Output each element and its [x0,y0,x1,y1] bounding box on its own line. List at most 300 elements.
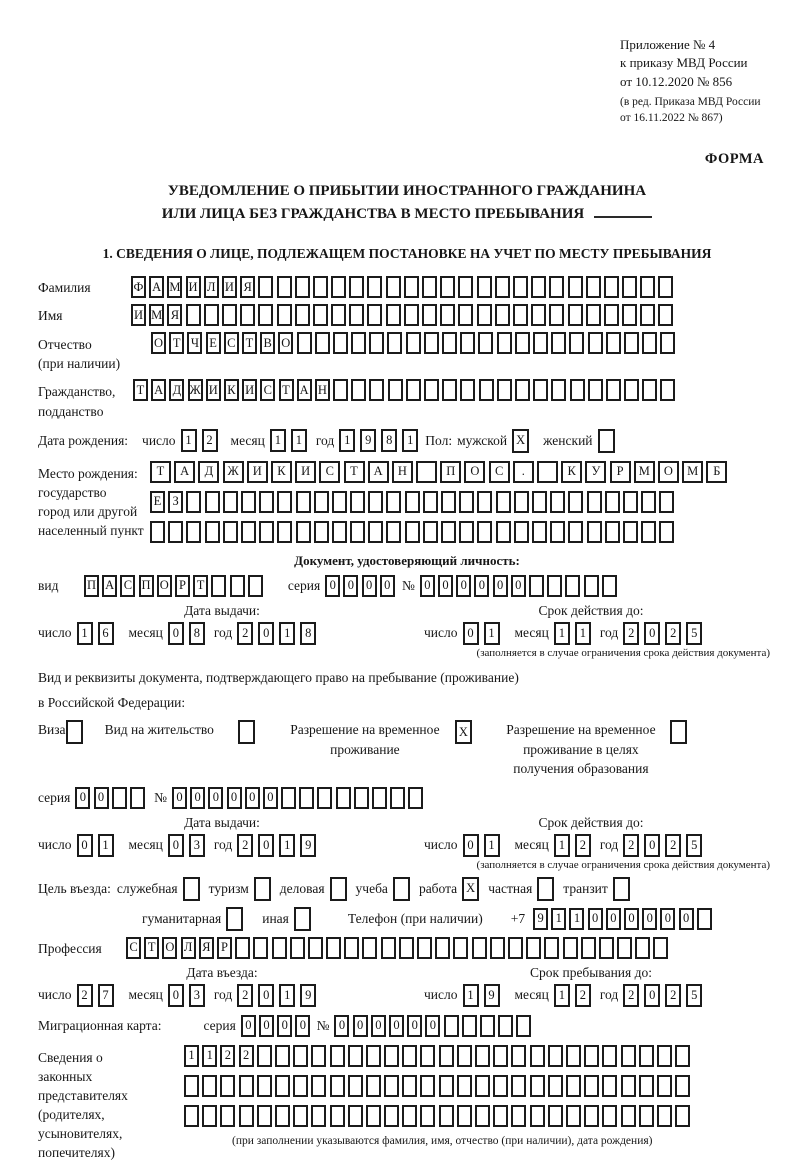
char-cell[interactable] [257,1075,272,1097]
char-cell[interactable] [513,304,528,326]
char-cell[interactable] [477,276,492,298]
char-cell[interactable] [223,491,238,513]
char-cell[interactable]: 0 [425,1015,440,1037]
char-cell[interactable] [511,1045,526,1067]
char-cell[interactable] [399,937,414,959]
char-cell[interactable] [477,304,492,326]
char-cell[interactable]: 0 [438,575,453,597]
char-cell[interactable] [537,461,558,483]
char-cell[interactable] [566,1045,581,1067]
char-cell[interactable]: 2 [220,1045,235,1067]
char-cell[interactable] [405,491,420,513]
char-cell[interactable]: 0 [343,575,358,597]
char-cell[interactable] [416,461,437,483]
char-cell[interactable] [670,720,687,744]
char-cell[interactable] [308,937,323,959]
char-cell[interactable]: 1 [202,1045,217,1067]
char-cell[interactable] [388,379,403,401]
char-cell[interactable] [516,1015,531,1037]
char-cell[interactable] [584,575,599,597]
char-cell[interactable] [621,1075,636,1097]
char-cell[interactable] [458,276,473,298]
char-cell[interactable] [550,521,565,543]
char-cell[interactable]: 0 [420,575,435,597]
char-cell[interactable]: З [168,491,183,513]
char-cell[interactable]: Д [169,379,184,401]
char-cell[interactable] [402,1045,417,1067]
char-cell[interactable] [384,1045,399,1067]
char-cell[interactable] [277,304,292,326]
char-cell[interactable] [299,787,314,809]
char-cell[interactable]: Л [204,276,219,298]
char-cell[interactable]: 1 [575,622,591,645]
char-cell[interactable] [186,304,201,326]
char-cell[interactable]: 1 [554,622,570,645]
char-cell[interactable] [551,379,566,401]
char-cell[interactable]: И [222,276,237,298]
char-cell[interactable] [598,429,615,453]
char-cell[interactable] [624,379,639,401]
char-cell[interactable]: С [224,332,239,354]
char-cell[interactable] [311,1045,326,1067]
char-cell[interactable]: X [455,720,472,744]
char-cell[interactable]: Ф [131,276,146,298]
char-cell[interactable] [277,276,292,298]
char-cell[interactable] [368,521,383,543]
char-cell[interactable] [366,1045,381,1067]
char-cell[interactable] [613,877,630,901]
char-cell[interactable]: 0 [624,908,639,930]
char-cell[interactable] [659,521,674,543]
char-cell[interactable] [530,1105,545,1127]
char-cell[interactable] [332,521,347,543]
char-cell[interactable] [530,1075,545,1097]
char-cell[interactable] [408,787,423,809]
char-cell[interactable]: 0 [208,787,223,809]
char-cell[interactable]: 0 [642,908,657,930]
char-cell[interactable] [439,1075,454,1097]
char-cell[interactable] [296,491,311,513]
char-cell[interactable] [479,379,494,401]
char-cell[interactable] [477,491,492,513]
char-cell[interactable] [130,787,145,809]
char-cell[interactable] [588,332,603,354]
char-cell[interactable] [570,379,585,401]
char-cell[interactable] [386,276,401,298]
char-cell[interactable] [275,1045,290,1067]
char-cell[interactable] [586,276,601,298]
char-cell[interactable] [420,1105,435,1127]
char-cell[interactable] [333,379,348,401]
char-cell[interactable]: 1 [569,908,584,930]
char-cell[interactable] [549,276,564,298]
char-cell[interactable] [331,304,346,326]
char-cell[interactable] [640,276,655,298]
char-cell[interactable]: 1 [184,1045,199,1067]
char-cell[interactable] [495,276,510,298]
char-cell[interactable] [511,1105,526,1127]
char-cell[interactable]: 0 [245,787,260,809]
char-cell[interactable] [277,491,292,513]
char-cell[interactable] [604,276,619,298]
char-cell[interactable] [675,1045,690,1067]
char-cell[interactable] [348,1105,363,1127]
char-cell[interactable] [604,304,619,326]
char-cell[interactable]: 1 [77,622,93,645]
char-cell[interactable] [657,1045,672,1067]
char-cell[interactable] [497,379,512,401]
char-cell[interactable]: О [157,575,172,597]
char-cell[interactable]: Н [392,461,413,483]
char-cell[interactable] [653,937,668,959]
char-cell[interactable]: 0 [463,622,479,645]
char-cell[interactable] [404,276,419,298]
char-cell[interactable]: О [464,461,485,483]
char-cell[interactable] [602,575,617,597]
char-cell[interactable] [235,937,250,959]
char-cell[interactable] [530,1045,545,1067]
char-cell[interactable] [369,332,384,354]
char-cell[interactable] [514,491,529,513]
char-cell[interactable] [186,521,201,543]
char-cell[interactable] [460,379,475,401]
char-cell[interactable]: 9 [300,834,316,857]
char-cell[interactable] [184,1075,199,1097]
char-cell[interactable]: 0 [190,787,205,809]
char-cell[interactable] [442,332,457,354]
char-cell[interactable] [362,937,377,959]
char-cell[interactable] [422,304,437,326]
char-cell[interactable] [457,1075,472,1097]
char-cell[interactable] [311,1075,326,1097]
char-cell[interactable]: Р [610,461,631,483]
char-cell[interactable]: 0 [258,834,274,857]
char-cell[interactable] [381,937,396,959]
char-cell[interactable] [548,1105,563,1127]
char-cell[interactable]: Т [169,332,184,354]
char-cell[interactable] [330,1105,345,1127]
char-cell[interactable] [386,521,401,543]
char-cell[interactable] [253,937,268,959]
char-cell[interactable]: Ж [223,461,244,483]
char-cell[interactable] [184,1105,199,1127]
char-cell[interactable]: 2 [237,834,253,857]
char-cell[interactable]: 1 [551,908,566,930]
char-cell[interactable] [294,907,311,931]
char-cell[interactable]: 0 [644,834,660,857]
char-cell[interactable]: О [278,332,293,354]
char-cell[interactable] [254,877,271,901]
char-cell[interactable] [496,491,511,513]
char-cell[interactable]: 6 [98,622,114,645]
char-cell[interactable] [584,1075,599,1097]
char-cell[interactable] [475,1075,490,1097]
char-cell[interactable] [330,877,347,901]
char-cell[interactable] [330,1045,345,1067]
char-cell[interactable] [657,1105,672,1127]
char-cell[interactable] [568,276,583,298]
char-cell[interactable]: Ч [187,332,202,354]
char-cell[interactable] [238,720,255,744]
char-cell[interactable]: С [126,937,141,959]
char-cell[interactable]: 2 [623,622,639,645]
char-cell[interactable]: Д [198,461,219,483]
form-number-blank[interactable] [594,206,652,218]
char-cell[interactable] [602,1075,617,1097]
char-cell[interactable] [393,877,410,901]
char-cell[interactable] [514,521,529,543]
char-cell[interactable]: 0 [606,908,621,930]
char-cell[interactable]: И [206,379,221,401]
char-cell[interactable]: 0 [588,908,603,930]
char-cell[interactable] [332,491,347,513]
char-cell[interactable] [544,937,559,959]
char-cell[interactable]: М [634,461,655,483]
char-cell[interactable] [423,491,438,513]
char-cell[interactable] [293,1045,308,1067]
char-cell[interactable] [568,304,583,326]
char-cell[interactable] [475,1105,490,1127]
char-cell[interactable] [587,521,602,543]
char-cell[interactable] [226,907,243,931]
char-cell[interactable] [508,937,523,959]
char-cell[interactable]: 1 [484,834,500,857]
char-cell[interactable] [239,1105,254,1127]
char-cell[interactable]: 0 [168,984,184,1007]
char-cell[interactable] [532,491,547,513]
char-cell[interactable]: 0 [660,908,675,930]
char-cell[interactable] [495,304,510,326]
char-cell[interactable]: 1 [339,429,355,452]
char-cell[interactable] [331,276,346,298]
char-cell[interactable]: 0 [168,834,184,857]
char-cell[interactable]: 9 [360,429,376,452]
char-cell[interactable] [622,276,637,298]
char-cell[interactable]: П [440,461,461,483]
char-cell[interactable] [511,1075,526,1097]
char-cell[interactable] [444,1015,459,1037]
char-cell[interactable] [168,521,183,543]
char-cell[interactable] [333,332,348,354]
char-cell[interactable]: 1 [279,834,295,857]
char-cell[interactable]: 0 [258,622,274,645]
char-cell[interactable]: 0 [362,575,377,597]
char-cell[interactable] [641,491,656,513]
char-cell[interactable]: О [658,461,679,483]
char-cell[interactable] [422,276,437,298]
char-cell[interactable]: И [131,304,146,326]
char-cell[interactable]: Н [315,379,330,401]
char-cell[interactable] [406,379,421,401]
char-cell[interactable] [493,1075,508,1097]
char-cell[interactable] [440,304,455,326]
char-cell[interactable]: О [162,937,177,959]
char-cell[interactable] [442,379,457,401]
char-cell[interactable] [220,1105,235,1127]
char-cell[interactable] [295,304,310,326]
char-cell[interactable] [490,937,505,959]
char-cell[interactable] [621,1105,636,1127]
char-cell[interactable] [584,1105,599,1127]
char-cell[interactable]: А [174,461,195,483]
char-cell[interactable] [549,304,564,326]
char-cell[interactable] [402,1105,417,1127]
char-cell[interactable] [275,1105,290,1127]
char-cell[interactable] [548,1045,563,1067]
char-cell[interactable] [202,1075,217,1097]
char-cell[interactable]: 9 [484,984,500,1007]
char-cell[interactable] [532,521,547,543]
char-cell[interactable] [384,1075,399,1097]
char-cell[interactable] [417,937,432,959]
char-cell[interactable] [275,1075,290,1097]
char-cell[interactable] [459,491,474,513]
char-cell[interactable]: С [120,575,135,597]
char-cell[interactable] [605,521,620,543]
char-cell[interactable] [348,1075,363,1097]
char-cell[interactable]: А [151,379,166,401]
char-cell[interactable] [606,332,621,354]
char-cell[interactable] [348,1045,363,1067]
char-cell[interactable] [369,379,384,401]
char-cell[interactable]: О [151,332,166,354]
char-cell[interactable]: . [513,461,534,483]
char-cell[interactable] [281,787,296,809]
char-cell[interactable] [386,304,401,326]
char-cell[interactable] [424,332,439,354]
char-cell[interactable] [220,1075,235,1097]
char-cell[interactable] [405,521,420,543]
char-cell[interactable]: 3 [189,834,205,857]
char-cell[interactable] [386,491,401,513]
char-cell[interactable] [439,1105,454,1127]
char-cell[interactable] [440,276,455,298]
char-cell[interactable] [350,521,365,543]
char-cell[interactable] [566,1105,581,1127]
char-cell[interactable]: 0 [277,1015,292,1037]
char-cell[interactable] [368,491,383,513]
char-cell[interactable] [336,787,351,809]
char-cell[interactable]: 0 [334,1015,349,1037]
char-cell[interactable] [622,304,637,326]
char-cell[interactable] [621,1045,636,1067]
char-cell[interactable]: 1 [554,984,570,1007]
char-cell[interactable] [457,1045,472,1067]
char-cell[interactable] [550,491,565,513]
char-cell[interactable]: И [295,461,316,483]
char-cell[interactable]: 0 [644,984,660,1007]
char-cell[interactable] [367,304,382,326]
char-cell[interactable] [675,1075,690,1097]
char-cell[interactable] [349,304,364,326]
char-cell[interactable]: 2 [202,429,218,452]
char-cell[interactable] [697,908,712,930]
char-cell[interactable]: 2 [237,984,253,1007]
char-cell[interactable]: 2 [239,1045,254,1067]
char-cell[interactable] [493,1045,508,1067]
char-cell[interactable]: 0 [371,1015,386,1037]
char-cell[interactable]: X [462,877,479,901]
char-cell[interactable] [186,491,201,513]
char-cell[interactable]: К [224,379,239,401]
char-cell[interactable] [480,1015,495,1037]
char-cell[interactable] [350,491,365,513]
char-cell[interactable] [314,491,329,513]
char-cell[interactable] [441,521,456,543]
char-cell[interactable] [293,1105,308,1127]
char-cell[interactable] [372,787,387,809]
char-cell[interactable] [317,787,332,809]
char-cell[interactable]: 2 [665,622,681,645]
char-cell[interactable] [623,491,638,513]
char-cell[interactable] [457,1105,472,1127]
char-cell[interactable] [272,937,287,959]
char-cell[interactable] [513,276,528,298]
char-cell[interactable]: 1 [402,429,418,452]
char-cell[interactable]: 0 [227,787,242,809]
char-cell[interactable]: 1 [291,429,307,452]
char-cell[interactable] [420,1075,435,1097]
char-cell[interactable] [569,332,584,354]
char-cell[interactable]: 7 [98,984,114,1007]
char-cell[interactable] [602,1105,617,1127]
char-cell[interactable] [326,937,341,959]
char-cell[interactable] [566,1075,581,1097]
char-cell[interactable]: 0 [94,787,109,809]
char-cell[interactable] [459,521,474,543]
char-cell[interactable]: А [149,276,164,298]
char-cell[interactable]: М [149,304,164,326]
char-cell[interactable]: 8 [189,622,205,645]
char-cell[interactable] [313,276,328,298]
char-cell[interactable] [640,304,655,326]
char-cell[interactable]: Т [144,937,159,959]
char-cell[interactable]: 1 [484,622,500,645]
char-cell[interactable] [453,937,468,959]
char-cell[interactable]: 5 [686,834,702,857]
char-cell[interactable] [624,332,639,354]
char-cell[interactable] [606,379,621,401]
char-cell[interactable]: 0 [493,575,508,597]
char-cell[interactable] [293,1075,308,1097]
char-cell[interactable] [424,379,439,401]
char-cell[interactable]: М [167,276,182,298]
char-cell[interactable]: 5 [686,622,702,645]
char-cell[interactable]: Т [242,332,257,354]
char-cell[interactable] [551,332,566,354]
char-cell[interactable] [351,379,366,401]
char-cell[interactable] [531,304,546,326]
char-cell[interactable] [367,276,382,298]
char-cell[interactable]: Я [199,937,214,959]
char-cell[interactable] [496,521,511,543]
char-cell[interactable] [439,1045,454,1067]
char-cell[interactable] [548,1075,563,1097]
char-cell[interactable]: 1 [181,429,197,452]
char-cell[interactable]: 0 [456,575,471,597]
char-cell[interactable]: 0 [172,787,187,809]
char-cell[interactable]: Т [150,461,171,483]
char-cell[interactable]: 2 [623,834,639,857]
char-cell[interactable]: Я [240,276,255,298]
char-cell[interactable]: 1 [270,429,286,452]
char-cell[interactable]: С [489,461,510,483]
char-cell[interactable]: 2 [575,834,591,857]
char-cell[interactable] [435,937,450,959]
char-cell[interactable]: К [561,461,582,483]
char-cell[interactable] [565,575,580,597]
char-cell[interactable] [529,575,544,597]
